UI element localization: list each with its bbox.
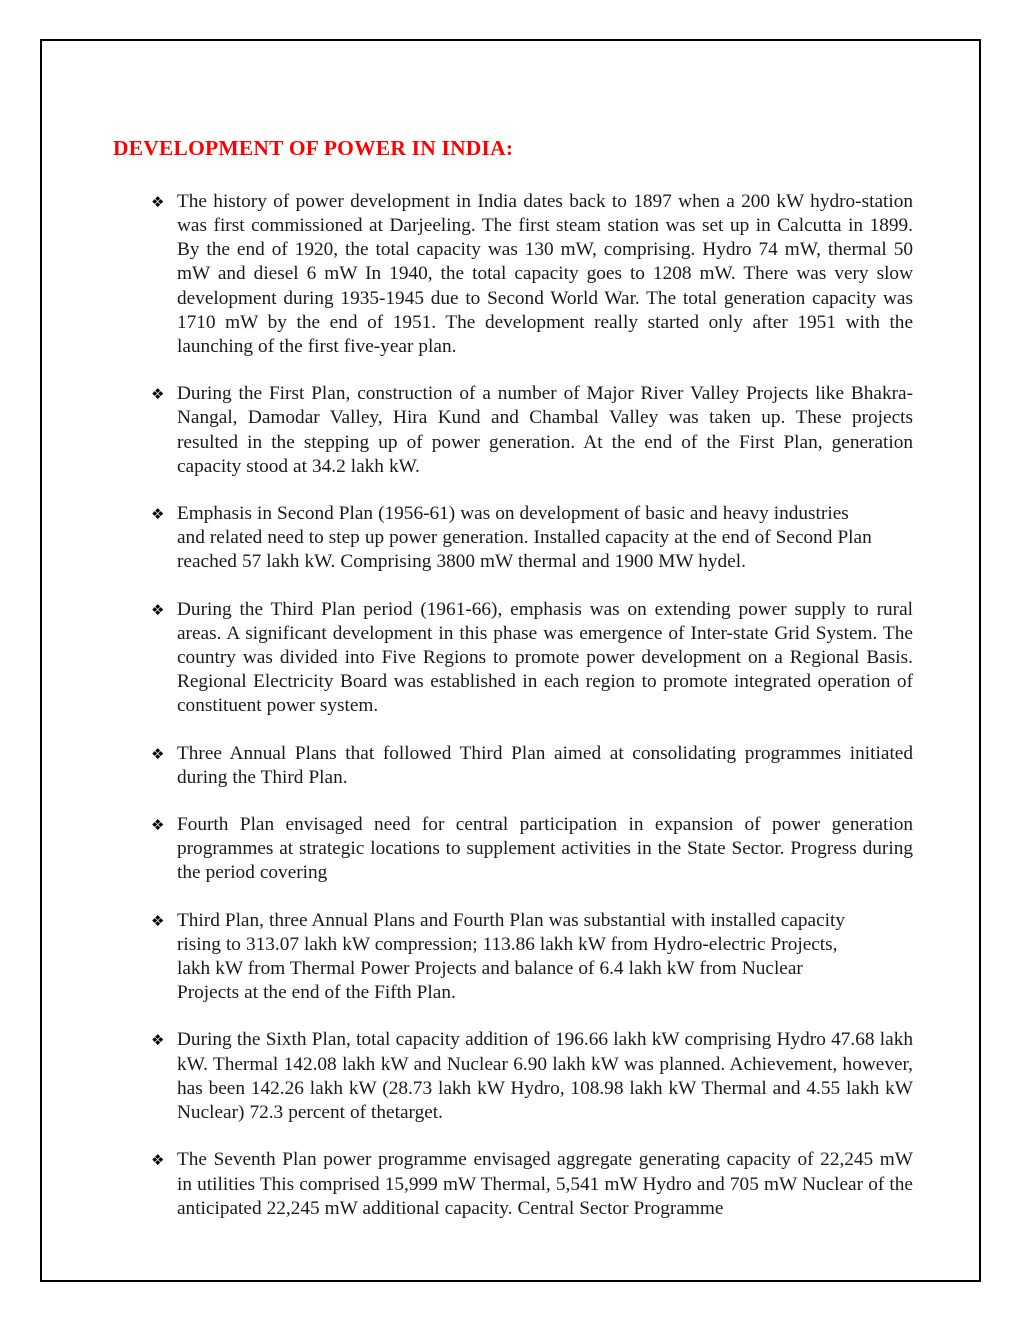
bullet-paragraph: During the First Plan, construction of a number of Major River Valley Projects like Bhakra-Nangal, Damodar Valley, Hira Kund and Chambal Valley was taken up. These projects resulted in the stepping up of power generation. At the end of the First Plan, generation capacity stood at 34.2 lakh kW. (177, 383, 913, 477)
diamond-bullet-icon: ❖ (151, 1031, 165, 1050)
bullet-item-third-plan (113, 598, 913, 719)
bullet-item-first-plan (113, 382, 913, 479)
diamond-bullet-icon: ❖ (151, 385, 165, 404)
bullet-line: rising to 313.07 lakh kW compression; 113.86 lakh kW from Hydro-electric Projects, (177, 933, 838, 955)
bullet-paragraph: The Seventh Plan power programme envisaged aggregate generating capacity of 22,245 mW in utilities This comprised 15,999 mW Thermal, 5,541 mW Hydro and 705 mW Nuclear of the anticipated 22,245 mW additional capacity. Central Sector Programme (177, 1149, 913, 1219)
bullet-paragraph: Three Annual Plans that followed Third Plan aimed at consolidating programmes initiated during the Third Plan. (177, 742, 913, 788)
bullet-line: reached 57 lakh kW. Comprising 3800 mW thermal and 1900 MW hydel. (177, 551, 746, 573)
diamond-bullet-icon: ❖ (151, 505, 165, 524)
diamond-bullet-icon: ❖ (151, 600, 165, 619)
bullet-line: Projects at the end of the Fifth Plan. (177, 982, 456, 1004)
bullet-paragraph: Fourth Plan envisaged need for central participation in expansion of power generation programmes at strategic locations to supplement activities in the State Sector. Progress during the period covering (177, 814, 913, 884)
bullet-item-seventh-plan (113, 1148, 913, 1221)
diamond-bullet-icon: ❖ (151, 1151, 165, 1170)
bullet-line: lakh kW from Thermal Power Projects and balance of 6.4 lakh kW from Nuclear (177, 958, 803, 980)
diamond-bullet-icon: ❖ (151, 192, 165, 211)
diamond-bullet-icon: ❖ (151, 816, 165, 835)
bullet-line: and related need to step up power generation. Installed capacity at the end of Second Plan (177, 527, 872, 549)
document-content (113, 136, 913, 1240)
bullet-item-fourth-plan (113, 813, 913, 886)
bullet-line: Emphasis in Second Plan (1956-61) was on development of basic and heavy industries (177, 503, 849, 525)
bullet-paragraph: During the Sixth Plan, total capacity addition of 196.66 lakh kW comprising Hydro 47.68 lakh kW. Thermal 142.08 lakh kW and Nuclear 6.90 lakh kW was planned. Achievement, however, has been 142.26 lakh kW (28.73 lakh kW Hydro, 108.98 lakh kW Thermal and 4.55 lakh kW Nuclear) 72.3 percent of thetarget. (177, 1029, 913, 1124)
bullet-paragraph: The history of power development in India dates back to 1897 when a 200 kW hydro-station was first commissioned at Darjeeling. The first steam station was set up in Calcutta in 1899. By the end of 1920, the total capacity was 130 mW, comprising. Hydro 74 mW, thermal 50 mW and diesel 6 mW In 1940, the total capacity goes to 1208 mW. There was very slow development during 1935-1945 due to Second World War. The total generation capacity was 1710 mW by the end of 1951. The development really started only after 1951 with the launching of the first five-year plan. (177, 190, 913, 358)
bullet-list (113, 190, 913, 1221)
bullet-item-sixth-plan (113, 1028, 913, 1125)
bullet-paragraph: During the Third Plan period (1961-66), emphasis was on extending power supply to rural areas. A significant development in this phase was emergence of Inter-state Grid System. The country was divided into Five Regions to promote power development on a Regional Basis. Regional Electricity Board was established in each region to promote integrated operation of constituent power system. (177, 598, 913, 717)
bullet-item-fifth-plan-capacity (113, 909, 913, 1006)
bullet-item-history-of-power-development (113, 190, 913, 359)
bullet-item-three-annual-plans (113, 742, 913, 790)
bullet-paragraph (177, 909, 913, 1006)
diamond-bullet-icon: ❖ (151, 744, 165, 763)
bullet-paragraph (177, 502, 913, 575)
bullet-line: Third Plan, three Annual Plans and Fourth Plan was substantial with installed capacity (177, 909, 846, 931)
diamond-bullet-icon: ❖ (151, 911, 165, 930)
page-title: DEVELOPMENT OF POWER IN INDIA: (113, 136, 514, 160)
bullet-item-second-plan (113, 502, 913, 575)
